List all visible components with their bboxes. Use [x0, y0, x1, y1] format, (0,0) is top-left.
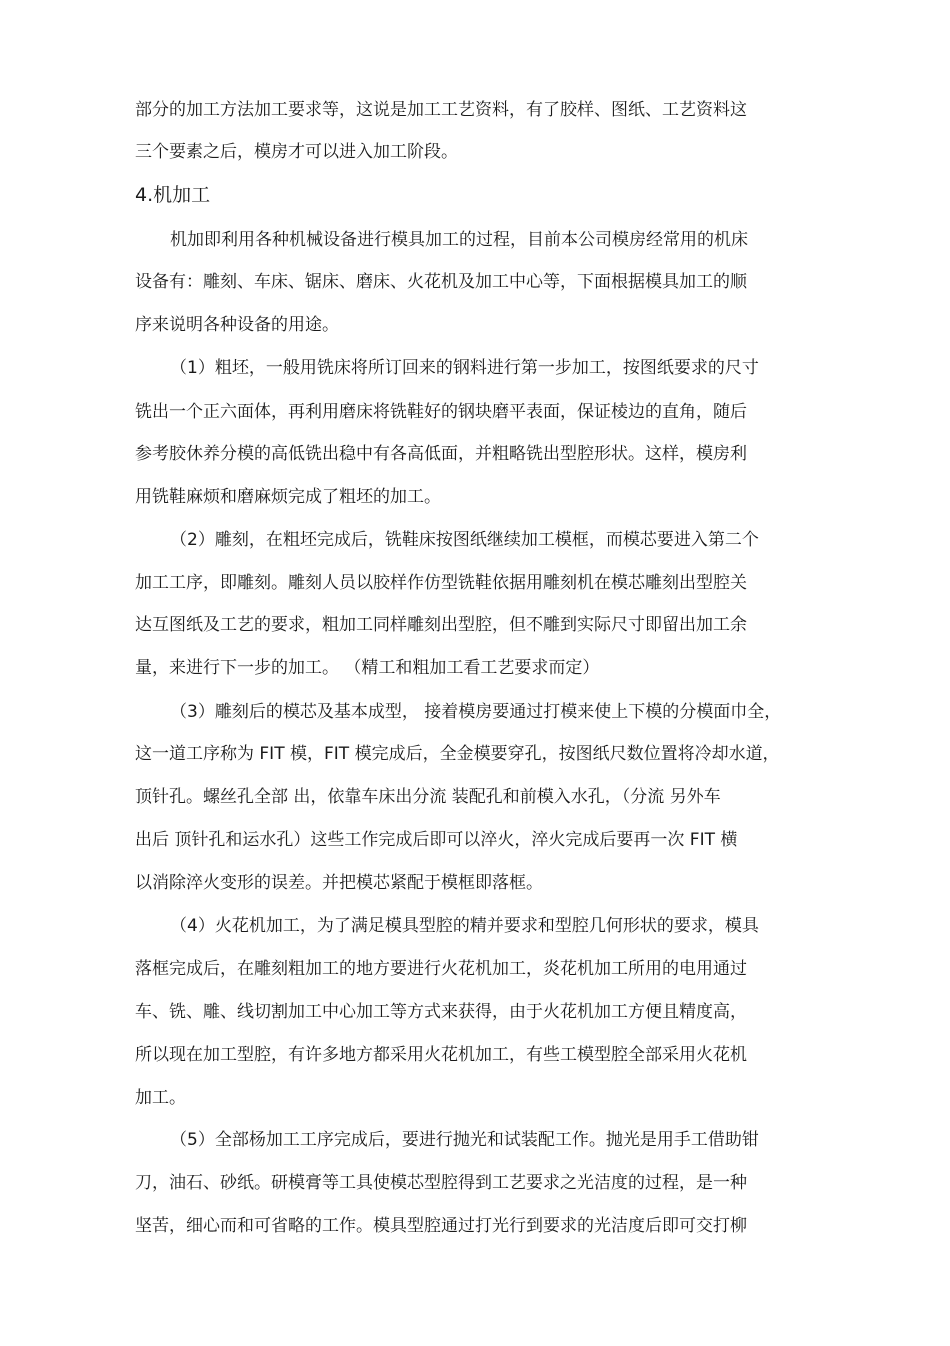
- text-line: 所以现在加工型腔，有许多地方都采用火花机加工，有些工模型腔全部采用火花机: [135, 1045, 747, 1065]
- text-line: 以消除淬火变形的误差。并把模芯紧配于模框即落框。: [135, 873, 543, 893]
- text-line: 部分的加工方法加工要求等，这说是加工工艺资料，有了胶样、图纸、工艺资料这: [135, 100, 747, 120]
- text-line: 铣出一个正六面体，再利用磨床将铣鞋好的钢块磨平表面，保证棱边的直角，随后: [135, 402, 747, 422]
- text-line: 机加即利用各种机械设备进行模具加工的过程，目前本公司模房经常用的机床: [170, 230, 748, 250]
- text-line: （3）雕刻后的模芯及基本成型， 接着模房要通过打模来使上下模的分模面巾全，: [170, 702, 782, 722]
- section-heading: 4.机加工: [135, 184, 211, 206]
- text-line: 三个要素之后，模房才可以进入加工阶段。: [135, 142, 458, 162]
- text-line: 车、铣、雕、线切割加工中心加工等方式来获得，由于火花机加工方便且精度高，: [135, 1002, 747, 1022]
- text-line: 设备有：雕刻、车床、锯床、磨床、火花机及加工中心等，下面根据模具加工的顺: [135, 272, 747, 292]
- text-line: （4）火花机加工，为了满足模具型腔的精并要求和型腔几何形状的要求，模具: [170, 916, 759, 936]
- text-line: 加工。: [135, 1088, 186, 1108]
- text-line: 达互图纸及工艺的要求，粗加工同样雕刻出型腔，但不雕到实际尺寸即留出加工余: [135, 615, 747, 635]
- text-line: 用铣鞋麻烦和磨麻烦完成了粗坯的加工。: [135, 487, 441, 507]
- text-line: 出后 顶针孔和运水孔）这些工作完成后即可以淬火，淬火完成后要再一次 FIT 横: [135, 830, 738, 850]
- text-line: 这一道工序称为 FIT 模，FIT 模完成后，全金模要穿孔，按图纸尺数位置将冷却水道，: [135, 744, 780, 764]
- text-line: （1）粗坯，一般用铣床将所订回来的钢料进行第一步加工，按图纸要求的尺寸: [170, 358, 759, 378]
- text-line: 刀，油石、砂纸。研模膏等工具使模芯型腔得到工艺要求之光洁度的过程，是一种: [135, 1173, 747, 1193]
- text-line: 落框完成后，在雕刻粗加工的地方要进行火花机加工，炎花机加工所用的电用通过: [135, 959, 747, 979]
- text-line: （5）全部杨加工工序完成后，要进行抛光和试装配工作。抛光是用手工借助钳: [170, 1130, 759, 1150]
- text-line: 加工工序，即雕刻。雕刻人员以胶样作仿型铣鞋依据用雕刻机在模芯雕刻出型腔关: [135, 573, 747, 593]
- text-line: 参考胶休养分模的高低铣出稳中有各高低面，并粗略铣出型腔形状。这样，模房利: [135, 444, 747, 464]
- text-line: 顶针孔。螺丝孔全部 出，依靠车床出分流 装配孔和前模入水孔，（分流 另外车: [135, 787, 721, 807]
- text-line: 量，来进行下一步的加工。 （精工和粗加工看工艺要求而定）: [135, 658, 600, 678]
- text-line: 坚苦，细心而和可省略的工作。模具型腔通过打光行到要求的光洁度后即可交打柳: [135, 1216, 747, 1236]
- text-line: 序来说明各种设备的用途。: [135, 315, 339, 335]
- text-line: （2）雕刻，在粗坯完成后，铣鞋床按图纸继续加工模框，而模芯要进入第二个: [170, 530, 759, 550]
